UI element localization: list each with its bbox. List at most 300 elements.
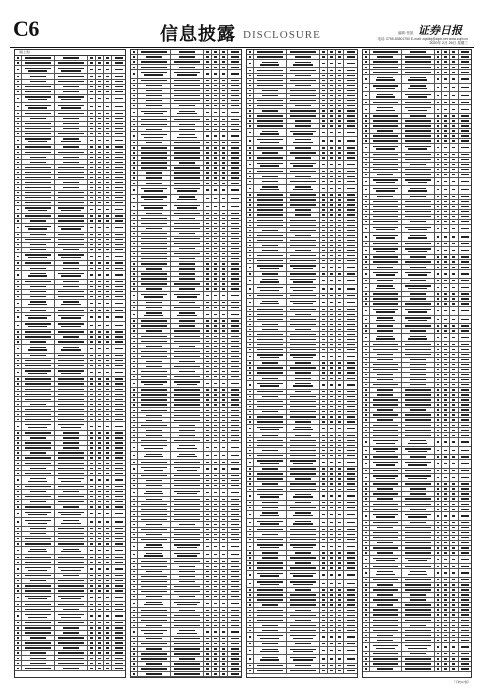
table-cell (88, 412, 96, 416)
table-cell (88, 103, 96, 110)
table-cell (96, 542, 104, 546)
cell-text-mark (146, 302, 162, 303)
table-cell (247, 223, 254, 227)
table-cell (96, 417, 104, 421)
table-cell (229, 166, 242, 170)
table-cell (104, 612, 113, 619)
cell-text-mark (90, 378, 93, 379)
cell-text-mark (222, 307, 225, 308)
cell-text-mark (115, 296, 123, 297)
table-cell (88, 191, 96, 195)
cell-text-mark (17, 622, 19, 623)
cell-text-mark (257, 235, 283, 236)
cell-text-mark (106, 192, 109, 193)
cell-text-mark (106, 637, 109, 638)
cell-text-mark (222, 268, 225, 269)
table-cell (229, 657, 242, 661)
table-cell (22, 560, 55, 564)
table-cell (204, 311, 212, 318)
cell-text-mark (133, 73, 135, 74)
cell-text-mark (146, 534, 162, 535)
cell-text-mark (25, 226, 51, 227)
table-cell (171, 460, 204, 464)
table-cell (254, 198, 287, 202)
cell-text-mark (141, 509, 167, 510)
cell-text-mark (98, 239, 101, 240)
table-cell (138, 428, 171, 432)
cell-text-mark (206, 314, 209, 315)
cell-text-mark (249, 302, 251, 303)
cell-text-mark (214, 631, 217, 632)
table-cell (104, 170, 113, 174)
cell-text-mark (214, 67, 217, 68)
cell-text-mark (106, 604, 109, 605)
table-cell (138, 195, 171, 202)
cell-text-mark (106, 557, 109, 558)
cell-text-mark (133, 425, 135, 426)
table-cell (88, 641, 96, 645)
table-cell (204, 590, 212, 594)
table-cell (138, 171, 171, 175)
table-cell (55, 322, 88, 329)
cell-text-mark (115, 146, 123, 147)
cell-text-mark (222, 475, 225, 476)
table-cell (138, 151, 171, 155)
table-cell (171, 319, 204, 323)
table-cell (88, 407, 96, 411)
cell-text-mark (106, 457, 109, 458)
cell-text-mark (90, 663, 93, 664)
cell-text-mark (133, 278, 135, 279)
table-cell (22, 490, 55, 494)
cell-text-mark (141, 243, 167, 244)
table-cell (22, 248, 55, 252)
table-cell (171, 99, 204, 103)
cell-text-mark (222, 485, 225, 486)
cell-text-mark (174, 485, 200, 486)
table-cell (131, 354, 138, 358)
table-row (15, 547, 125, 555)
table-cell (88, 95, 96, 102)
table-cell (229, 70, 242, 77)
cell-text-mark (63, 627, 79, 628)
table-cell (287, 264, 320, 271)
table-cell (104, 527, 113, 531)
table-cell (345, 185, 358, 192)
table-cell (171, 528, 204, 532)
table-cell (55, 214, 88, 218)
cell-text-mark (17, 365, 19, 366)
cell-text-mark (249, 63, 251, 64)
table-cell (212, 512, 220, 516)
cell-text-mark (98, 491, 101, 492)
cell-text-mark (133, 485, 135, 486)
cell-text-mark (146, 673, 162, 674)
table-cell (131, 512, 138, 516)
table-cell (254, 79, 287, 83)
table-cell (88, 547, 96, 554)
table-cell (55, 335, 88, 339)
cell-text-mark (290, 230, 316, 231)
cell-text-mark (115, 133, 123, 134)
cell-text-mark (214, 80, 217, 81)
table-cell (320, 223, 328, 227)
cell-text-mark (133, 95, 135, 96)
table-cell (171, 203, 204, 210)
table-cell (204, 79, 212, 83)
table-cell (96, 451, 104, 455)
cell-text-mark (25, 57, 51, 58)
table-cell (138, 497, 171, 501)
cell-text-mark (214, 394, 217, 395)
cell-text-mark (133, 356, 135, 357)
table-cell (131, 575, 138, 579)
table-cell (113, 461, 126, 465)
table-cell (171, 580, 204, 584)
cell-text-mark (330, 267, 333, 268)
cell-text-mark (179, 162, 195, 163)
cell-text-mark (90, 57, 93, 58)
table-cell (247, 213, 254, 217)
table-cell (138, 216, 171, 220)
table-cell (55, 471, 88, 475)
cell-text-mark (115, 360, 123, 361)
table-cell (96, 422, 104, 429)
cell-text-mark (133, 288, 135, 289)
cell-text-mark (174, 100, 200, 101)
table-cell (131, 413, 138, 417)
table-cell (138, 166, 171, 170)
cell-text-mark (115, 192, 123, 193)
table-cell (171, 559, 204, 563)
cell-text-mark (214, 581, 217, 582)
table-cell (55, 505, 88, 509)
table-cell (15, 594, 22, 601)
cell-text-mark (222, 283, 225, 284)
cell-text-mark (115, 187, 123, 188)
cell-text-mark (174, 147, 200, 148)
table-cell (254, 233, 287, 237)
table-cell (96, 185, 104, 189)
table-cell (138, 227, 171, 231)
cell-text-mark (30, 549, 46, 550)
cell-text-mark (25, 432, 51, 433)
cell-text-mark (174, 366, 200, 367)
table-cell (22, 646, 55, 650)
table-cell (88, 354, 96, 358)
cell-text-mark (141, 376, 167, 377)
table-cell (204, 517, 212, 521)
cell-text-mark (28, 551, 47, 552)
cell-text-mark (214, 625, 217, 626)
table-cell (229, 311, 242, 318)
cell-text-mark (249, 152, 251, 153)
cell-text-mark (174, 591, 200, 592)
cell-text-mark (231, 514, 239, 515)
cell-text-mark (58, 463, 84, 464)
table-cell (96, 196, 104, 200)
table-cell (220, 195, 229, 202)
cell-text-mark (90, 167, 93, 168)
cell-text-mark (290, 295, 316, 296)
cell-text-mark (206, 415, 209, 416)
cell-text-mark (98, 365, 101, 366)
cell-text-mark (144, 633, 163, 634)
table-cell (113, 417, 126, 421)
table-cell (220, 428, 229, 432)
cell-text-mark (30, 286, 46, 287)
cell-text-mark (330, 220, 333, 221)
cell-text-mark (206, 430, 209, 431)
table-cell (15, 191, 22, 195)
cell-text-mark (174, 80, 200, 81)
table-row (131, 452, 241, 460)
cell-text-mark (17, 590, 19, 591)
contact-line: 电话: 0755-83501750 E-mail: zqsbbj@zqrb.net www.zqrb.cn (330, 36, 468, 41)
cell-text-mark (141, 658, 167, 659)
table-cell (204, 349, 212, 353)
table-cell (171, 423, 204, 427)
table-cell (55, 206, 88, 213)
cell-text-mark (179, 325, 195, 326)
cell-text-mark (17, 123, 19, 124)
table-cell (171, 89, 204, 93)
table-cell (104, 271, 113, 278)
cell-text-mark (106, 496, 109, 497)
cell-text-mark (106, 123, 109, 124)
table-cell (138, 662, 171, 666)
table-cell (171, 507, 204, 511)
table-cell (320, 146, 328, 150)
cell-text-mark (28, 228, 47, 229)
table-cell (171, 438, 204, 442)
table-cell (22, 322, 55, 329)
table-cell (345, 146, 358, 150)
cell-text-mark (214, 183, 217, 184)
cell-text-mark (98, 409, 101, 410)
cell-text-mark (206, 273, 209, 274)
table-cell (247, 68, 254, 72)
cell-text-mark (58, 68, 84, 69)
cell-text-mark (174, 157, 200, 158)
table-cell (287, 84, 320, 88)
table-cell (104, 127, 113, 131)
table-cell (204, 474, 212, 478)
table-cell (15, 537, 22, 541)
table-cell (104, 280, 113, 284)
cell-text-mark (17, 177, 19, 178)
cell-text-mark (295, 209, 311, 210)
table-cell (212, 354, 220, 358)
table-cell (138, 55, 171, 59)
cell-text-mark (106, 209, 109, 210)
table-cell (55, 248, 88, 252)
table-cell (96, 402, 104, 406)
table-row (131, 186, 241, 194)
cell-text-mark (249, 240, 251, 241)
cell-text-mark (98, 182, 101, 183)
cell-text-mark (98, 404, 101, 405)
cell-text-mark (90, 432, 93, 433)
cell-text-mark (214, 341, 217, 342)
cell-text-mark (177, 604, 196, 605)
cell-text-mark (206, 351, 209, 352)
table-cell (171, 151, 204, 155)
table-cell (131, 122, 138, 126)
table-cell (104, 369, 113, 376)
table-cell (287, 124, 320, 128)
cell-text-mark (222, 504, 225, 505)
table-cell (104, 285, 113, 289)
cell-text-mark (177, 456, 196, 457)
cell-text-mark (290, 265, 316, 266)
table-cell (212, 507, 220, 511)
cell-text-mark (222, 105, 225, 106)
table-cell (220, 104, 229, 108)
cell-text-mark (141, 205, 167, 206)
table-cell (220, 533, 229, 537)
cell-text-mark (115, 341, 123, 342)
table-cell (55, 266, 88, 270)
cell-text-mark (206, 663, 209, 664)
cell-text-mark (206, 620, 209, 621)
cell-text-mark (231, 119, 239, 120)
cell-text-mark (98, 463, 101, 464)
table-cell (212, 428, 220, 432)
cell-text-mark (133, 112, 135, 113)
table-cell (204, 575, 212, 579)
table-cell (254, 104, 287, 108)
table-cell (88, 446, 96, 450)
table-cell (171, 132, 204, 139)
cell-text-mark (63, 268, 79, 269)
table-cell (22, 466, 55, 470)
cell-text-mark (231, 351, 239, 352)
cell-text-mark (25, 575, 51, 576)
cell-text-mark (63, 138, 79, 139)
table-cell (131, 94, 138, 98)
cell-text-mark (206, 425, 209, 426)
cell-text-mark (206, 625, 209, 626)
table-cell (55, 61, 88, 65)
table-cell (328, 124, 336, 128)
table-cell (15, 651, 22, 655)
table-cell (345, 114, 358, 118)
table-cell (220, 319, 229, 323)
cell-text-mark (98, 447, 101, 448)
cell-text-mark (249, 245, 251, 246)
cell-text-mark (257, 120, 283, 121)
cell-text-mark (206, 67, 209, 68)
table-cell (220, 517, 229, 521)
table-cell (55, 150, 88, 154)
cell-text-mark (61, 551, 80, 552)
cell-text-mark (179, 233, 195, 234)
table-cell (88, 579, 96, 583)
cell-text-mark (222, 95, 225, 96)
table-row (15, 510, 125, 518)
table-cell (113, 518, 126, 525)
cell-text-mark (347, 250, 355, 251)
cell-text-mark (133, 61, 135, 62)
table-cell (229, 585, 242, 589)
table-cell (336, 151, 345, 155)
table-cell (131, 257, 138, 261)
table-cell (138, 479, 171, 483)
cell-text-mark (106, 486, 109, 487)
cell-text-mark (106, 622, 109, 623)
cell-text-mark (61, 514, 80, 515)
cell-text-mark (290, 80, 316, 81)
table-cell (113, 636, 126, 640)
table-cell (104, 607, 113, 611)
cell-text-mark (115, 123, 123, 124)
cell-text-mark (115, 113, 123, 114)
cell-text-mark (133, 383, 135, 384)
table-cell (320, 169, 328, 173)
table-cell (22, 66, 55, 73)
cell-text-mark (144, 315, 163, 316)
cell-text-mark (90, 501, 93, 502)
cell-text-mark (177, 113, 196, 114)
table-cell (55, 233, 88, 237)
cell-text-mark (106, 69, 109, 70)
table-cell (96, 656, 104, 660)
table-cell (96, 111, 104, 115)
table-cell (22, 641, 55, 645)
table-cell (328, 89, 336, 93)
cell-text-mark (206, 410, 209, 411)
table-cell (287, 55, 320, 59)
cell-text-mark (106, 274, 109, 275)
table-cell (131, 522, 138, 526)
cell-text-mark (338, 140, 341, 141)
table-cell (96, 266, 104, 270)
table-cell (220, 502, 229, 506)
table-cell (138, 156, 171, 160)
table-cell (15, 185, 22, 189)
cell-text-mark (90, 202, 93, 203)
cell-text-mark (206, 356, 209, 357)
cell-text-mark (330, 199, 333, 200)
cell-text-mark (214, 248, 217, 249)
table-cell (104, 224, 113, 231)
table-cell (22, 330, 55, 334)
table-cell (212, 104, 220, 108)
table-cell (113, 137, 126, 144)
cell-text-mark (90, 394, 93, 395)
table-cell (88, 377, 96, 381)
cell-text-mark (330, 209, 333, 210)
cell-text-mark (133, 258, 135, 259)
cell-text-mark (115, 604, 123, 605)
cell-text-mark (322, 225, 325, 226)
table-cell (171, 156, 204, 160)
cell-text-mark (115, 244, 123, 245)
table-cell (131, 570, 138, 574)
table-cell (229, 141, 242, 145)
table-cell (104, 340, 113, 344)
table-cell (96, 90, 104, 94)
table-cell (88, 636, 96, 640)
table-cell (320, 179, 328, 183)
table-cell (247, 193, 254, 197)
cell-text-mark (330, 152, 333, 153)
table-cell (131, 79, 138, 83)
cell-text-mark (214, 620, 217, 621)
table-cell (328, 253, 336, 257)
cell-text-mark (206, 228, 209, 229)
